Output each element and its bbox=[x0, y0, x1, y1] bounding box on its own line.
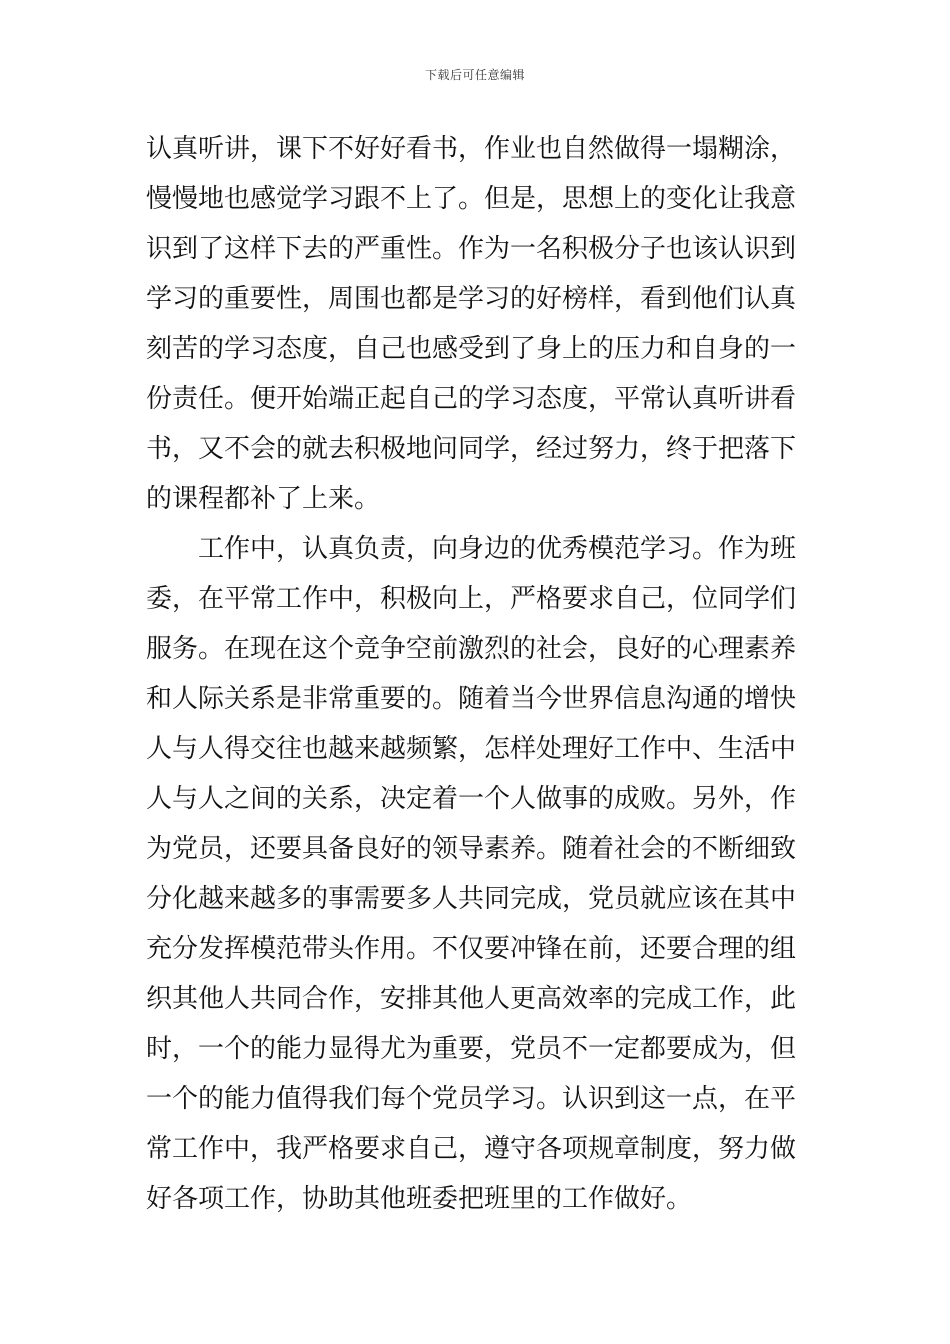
text-line: 常工作中，我严格要求自己，遵守各项规章制度，努力做 bbox=[146, 1134, 797, 1164]
text-line: 织其他人共同合作，安排其他人更高效率的完成工作，此 bbox=[146, 984, 797, 1014]
document-body bbox=[146, 124, 810, 1224]
text-line: 服务。在现在这个竞争空前激烈的社会，良好的心理素养 bbox=[146, 634, 797, 664]
text-line: 一个的能力值得我们每个党员学习。认识到这一点，在平 bbox=[146, 1084, 797, 1114]
text-line: 学习的重要性，周围也都是学习的好榜样，看到他们认真 bbox=[146, 284, 797, 314]
text-line: 分化越来越多的事需要多人共同完成，党员就应该在其中 bbox=[146, 884, 797, 914]
text-line: 书，又不会的就去积极地问同学，经过努力，终于把落下 bbox=[146, 434, 797, 464]
text-line: 份责任。便开始端正起自己的学习态度，平常认真听讲看 bbox=[146, 384, 797, 414]
text-line: 人与人得交往也越来越频繁，怎样处理好工作中、生活中 bbox=[146, 734, 797, 764]
text-line: 和人际关系是非常重要的。随着当今世界信息沟通的增快 bbox=[146, 684, 797, 714]
text-line: 的课程都补了上来。 bbox=[146, 484, 381, 514]
text-line: 识到了这样下去的严重性。作为一名积极分子也该认识到 bbox=[146, 234, 797, 264]
text-line: 充分发挥模范带头作用。不仅要冲锋在前，还要合理的组 bbox=[146, 934, 797, 964]
text-line: 人与人之间的关系，决定着一个人做事的成败。另外，作 bbox=[146, 784, 797, 814]
text-line: 认真听讲，课下不好好看书，作业也自然做得一塌糊涂， bbox=[146, 134, 797, 164]
text-line: 为党员，还要具备良好的领导素养。随着社会的不断细致 bbox=[146, 834, 797, 864]
text-line: 好各项工作，协助其他班委把班里的工作做好。 bbox=[146, 1184, 693, 1214]
text-line: 时，一个的能力显得尤为重要，党员不一定都要成为，但 bbox=[146, 1034, 797, 1064]
header-note: 下载后可任意编辑 bbox=[424, 68, 525, 82]
text-line: 慢慢地也感觉学习跟不上了。但是，思想上的变化让我意 bbox=[146, 184, 797, 214]
text-line: 委，在平常工作中，积极向上，严格要求自己，位同学们 bbox=[146, 584, 797, 614]
text-line: 工作中，认真负责，向身边的优秀模范学习。作为班 bbox=[146, 534, 797, 564]
text-line: 刻苦的学习态度，自己也感受到了身上的压力和自身的一 bbox=[146, 334, 797, 364]
